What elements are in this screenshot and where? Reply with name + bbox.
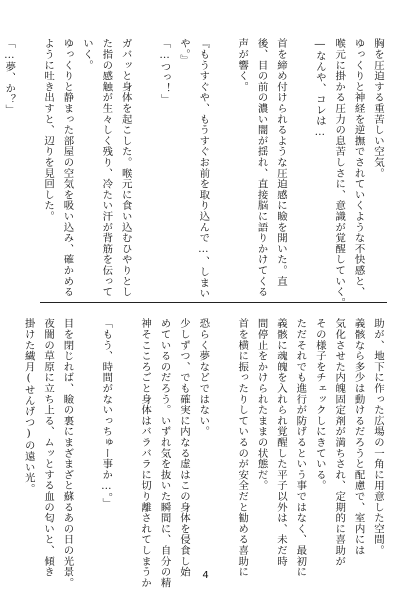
bottom-text-block (18, 318, 387, 588)
text-line: 首を締め付けられるような圧迫感に瞼を開いた。直 (274, 38, 287, 287)
text-line: 「…つっ！」 (158, 38, 171, 105)
text-line: 声が響く。 (236, 38, 249, 92)
text-line (77, 318, 96, 566)
text-line (18, 38, 37, 288)
text-line: いく。 (80, 38, 93, 71)
text-line: や。』 (177, 38, 190, 66)
text-line: ように吐き出すと、辺りを見回した。 (42, 38, 55, 222)
top-text-block (0, 38, 387, 308)
text-line: 喉元に掛かる圧力の息苦しさに、意識が覚醒していく。 (333, 38, 346, 308)
text-line: めているのだろう。いずれ気を抜いた瞬間に、自分の精 (158, 318, 171, 588)
text-line: 「…夢、か？」 (3, 38, 16, 116)
text-line (115, 318, 134, 566)
text-line: 義骸に魂魄を入れられ覚醒した平子以外は、未だ時 (274, 318, 287, 567)
text-line: 神そこころごと身体はバラバラに切り離されてしまうか (139, 318, 152, 588)
text-line: ガバッと身体を起こした。喉元に食い込むひやりとし (119, 38, 132, 298)
page-number: 4 (202, 570, 209, 581)
text-line: ゆっくりと静まった部屋の空気を吸い込み、確かめる (61, 38, 74, 298)
text-line: 胸を圧迫する重苦しい空気。 (372, 38, 384, 179)
text-line: 間停止をかけられたままの状態だ。 (255, 318, 268, 491)
text-line: 首を横に振ったりしているのが安全だと勧める喜助に (236, 318, 249, 578)
text-line: ただそれでも進行が防げるという事ではなく、最初に (294, 318, 307, 578)
text-line (290, 38, 309, 288)
text-line: 目を閉じれば、瞼の裏にまざまざと蘇るあの日の光景。 (61, 318, 74, 588)
text-line (212, 318, 231, 566)
text-line (135, 38, 154, 288)
text-line: ゆっくりと神経を逆撫でされていくような不快感と、 (352, 38, 365, 298)
text-line: 「もう、時間がないっちゅー事か…。」 (100, 318, 113, 509)
text-line: その様子をチェックしにきている。 (313, 318, 326, 491)
text-line: 少しずつ、でも確実に内なる虚はこの身体を侵食し始 (177, 318, 190, 578)
text-line: 掛けた繊月(せんげつ)の遠い光。 (22, 318, 35, 494)
text-line: 助が、地下に作った広場の一角に用意した空間。 (372, 318, 384, 556)
text-line: 後、目の前の濃い闇が揺れ、直接脳に語りかけてくる (255, 38, 268, 298)
text-line: 気化させた内魄固定剤が満ちされ、定期的に喜助が (333, 318, 346, 567)
text-line: 義骸なら多少は動けるだろうと配慮で、室内には (352, 318, 365, 556)
text-line (212, 38, 231, 288)
text-line: た指の感触が生々しく残り、冷たい汗が背筋を伝って (100, 38, 113, 298)
text-line: 夜闇の草原に立ち上る、ムッとする血の匂いと、傾き (42, 318, 55, 578)
section-divider (40, 302, 387, 303)
text-line: ―なんや、コレは… (313, 38, 326, 139)
text-line: 恐らく夢などではない。 (197, 318, 210, 437)
text-line: 『もうすぐや、もうすぐお前を取り込んで…、しまい (197, 38, 210, 299)
